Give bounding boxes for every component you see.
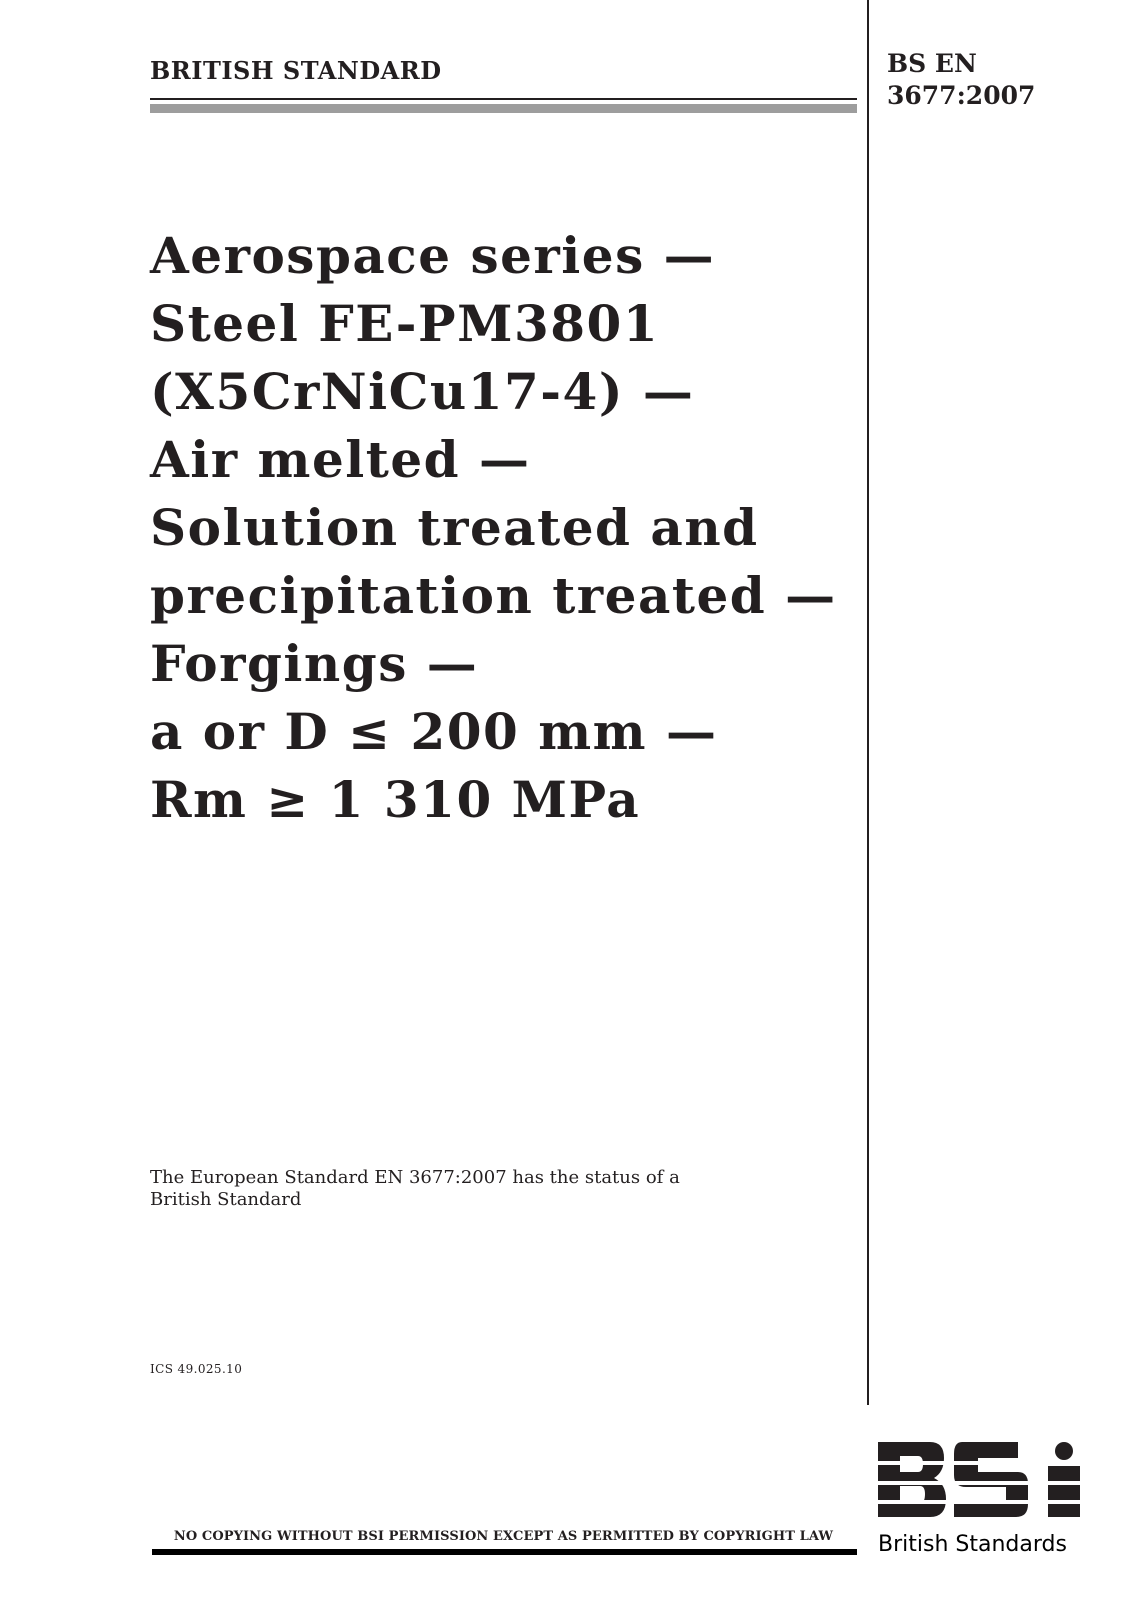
title-line: Steel FE-PM3801 [150,294,660,353]
title-line: Rm ≥ 1 310 MPa [150,770,641,829]
copyright-notice: NO COPYING WITHOUT BSI PERMISSION EXCEPT AS PERMITTED BY COPYRIGHT LAW [173,1529,834,1544]
title-line: (X5CrNiCu17-4) — [150,362,695,421]
title-line: Aerospace series — [150,226,716,285]
document-title [150,222,860,834]
logo-caption: British Standards [878,1532,1067,1557]
standard-number [887,48,1035,112]
title-line: a or D ≤ 200 mm — [150,702,718,761]
status-line-2: British Standard [150,1189,302,1210]
title-line: precipitation treated — [150,566,837,625]
standard-number-line-1: BS EN [887,49,977,78]
title-line: Solution treated and [150,498,759,557]
ics-code: ICS 49.025.10 [150,1362,243,1376]
document-type-label: BRITISH STANDARD [150,56,442,85]
title-line: Air melted — [150,430,531,489]
header-rule-thick [150,104,857,113]
title-line: Forgings — [150,634,479,693]
vertical-divider [867,0,869,1405]
status-line-1: The European Standard EN 3677:2007 has the status of a [150,1167,680,1188]
bsi-logo-icon [878,1442,1080,1517]
footer-rule [152,1549,857,1555]
header-rule-thin [150,98,857,100]
standard-number-line-2: 3677:2007 [887,81,1036,110]
status-statement [150,1167,680,1211]
